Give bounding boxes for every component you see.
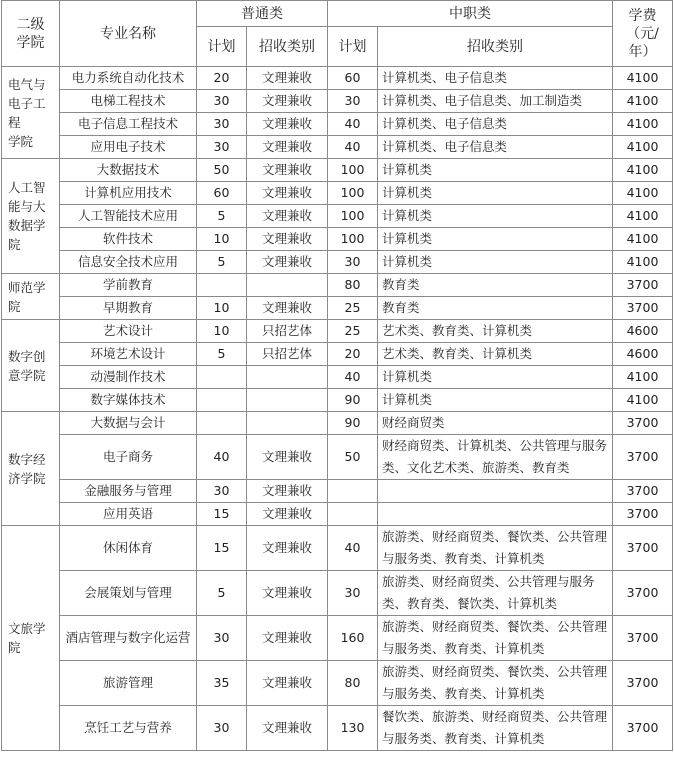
vocational-plan: 30: [328, 251, 378, 274]
major-name: 学前教育: [60, 274, 197, 297]
header-general-category: 招收类别: [247, 27, 328, 67]
general-plan: 5: [197, 571, 247, 616]
header-vocational-category: 招收类别: [378, 27, 613, 67]
table-row: [2, 389, 673, 412]
vocational-category: 财经商贸类: [378, 412, 613, 435]
major-name: 电力系统自动化技术: [60, 67, 197, 90]
vocational-plan: 90: [328, 389, 378, 412]
college-name: 人工智 能与大 数据学 院: [2, 159, 60, 274]
vocational-plan: 80: [328, 274, 378, 297]
vocational-plan: 25: [328, 297, 378, 320]
tuition-fee: 4100: [613, 182, 673, 205]
college-name: 数字创 意学院: [2, 320, 60, 412]
vocational-plan: 90: [328, 412, 378, 435]
vocational-plan: [328, 480, 378, 503]
general-category: 文理兼收: [247, 182, 328, 205]
table-row: [2, 343, 673, 366]
general-plan: 40: [197, 435, 247, 480]
vocational-plan: 130: [328, 706, 378, 751]
vocational-category: [378, 480, 613, 503]
vocational-plan: 100: [328, 228, 378, 251]
header-vocational-plan: 计划: [328, 27, 378, 67]
major-name: 艺术设计: [60, 320, 197, 343]
table-row: [2, 90, 673, 113]
general-plan: 15: [197, 503, 247, 526]
vocational-plan: 40: [328, 136, 378, 159]
vocational-category: 计算机类、电子信息类、加工制造类: [378, 90, 613, 113]
vocational-category: 教育类: [378, 274, 613, 297]
vocational-category: 计算机类: [378, 389, 613, 412]
table-row: [2, 159, 673, 182]
vocational-category: 旅游类、财经商贸类、餐饮类、公共管理与服务类、教育类、计算机类: [378, 616, 613, 661]
enrollment-plan-table: [1, 0, 673, 751]
major-name: 信息安全技术应用: [60, 251, 197, 274]
vocational-category: 艺术类、教育类、计算机类: [378, 320, 613, 343]
general-plan: 5: [197, 251, 247, 274]
college-name: 师范学 院: [2, 274, 60, 320]
table-row: [2, 412, 673, 435]
vocational-plan: [328, 503, 378, 526]
general-category: [247, 412, 328, 435]
vocational-plan: 100: [328, 159, 378, 182]
vocational-category: 旅游类、财经商贸类、餐饮类、公共管理与服务类、教育类、计算机类: [378, 526, 613, 571]
vocational-plan: 60: [328, 67, 378, 90]
tuition-fee: 3700: [613, 274, 673, 297]
general-plan: 10: [197, 297, 247, 320]
vocational-plan: 160: [328, 616, 378, 661]
vocational-category: 计算机类: [378, 159, 613, 182]
general-category: 文理兼收: [247, 205, 328, 228]
major-name: 大数据技术: [60, 159, 197, 182]
table-body: [2, 67, 673, 751]
tuition-fee: 4100: [613, 366, 673, 389]
general-plan: [197, 412, 247, 435]
general-plan: [197, 274, 247, 297]
general-category: 文理兼收: [247, 90, 328, 113]
vocational-category: 餐饮类、旅游类、财经商贸类、公共管理与服务类、教育类、计算机类: [378, 706, 613, 751]
tuition-fee: 3700: [613, 297, 673, 320]
table-row: [2, 661, 673, 706]
general-category: 文理兼收: [247, 67, 328, 90]
table-row: [2, 251, 673, 274]
general-category: 文理兼收: [247, 616, 328, 661]
major-name: 软件技术: [60, 228, 197, 251]
header-tuition: 学费 （元/ 年）: [613, 1, 673, 67]
tuition-fee: 4100: [613, 136, 673, 159]
general-plan: 5: [197, 343, 247, 366]
tuition-fee: 4100: [613, 113, 673, 136]
general-plan: 10: [197, 228, 247, 251]
vocational-category: 旅游类、财经商贸类、公共管理与服务类、教育类、餐饮类、计算机类: [378, 571, 613, 616]
general-plan: 30: [197, 90, 247, 113]
general-plan: 30: [197, 706, 247, 751]
vocational-category: [378, 503, 613, 526]
major-name: 休闲体育: [60, 526, 197, 571]
vocational-category: 计算机类: [378, 182, 613, 205]
vocational-category: 计算机类: [378, 366, 613, 389]
tuition-fee: 3700: [613, 480, 673, 503]
general-category: 文理兼收: [247, 435, 328, 480]
table-row: [2, 67, 673, 90]
table-row: [2, 320, 673, 343]
general-category: [247, 366, 328, 389]
major-name: 动漫制作技术: [60, 366, 197, 389]
tuition-fee: 3700: [613, 435, 673, 480]
general-plan: 30: [197, 480, 247, 503]
tuition-fee: 4100: [613, 389, 673, 412]
tuition-fee: 3700: [613, 661, 673, 706]
vocational-category: 财经商贸类、计算机类、公共管理与服务类、文化艺术类、旅游类、教育类: [378, 435, 613, 480]
college-name: 文旅学 院: [2, 526, 60, 751]
general-plan: 30: [197, 113, 247, 136]
table-row: [2, 228, 673, 251]
major-name: 应用英语: [60, 503, 197, 526]
vocational-plan: 100: [328, 182, 378, 205]
major-name: 电梯工程技术: [60, 90, 197, 113]
general-plan: 10: [197, 320, 247, 343]
vocational-plan: 40: [328, 526, 378, 571]
tuition-fee: 4100: [613, 228, 673, 251]
general-category: 文理兼收: [247, 251, 328, 274]
general-plan: [197, 366, 247, 389]
header-general: 普通类: [197, 1, 328, 27]
table-row: [2, 274, 673, 297]
general-plan: 5: [197, 205, 247, 228]
table-row: [2, 435, 673, 480]
general-category: 文理兼收: [247, 159, 328, 182]
general-category: 文理兼收: [247, 480, 328, 503]
vocational-plan: 30: [328, 90, 378, 113]
general-category: 只招艺体: [247, 320, 328, 343]
general-plan: 30: [197, 616, 247, 661]
major-name: 电子商务: [60, 435, 197, 480]
general-category: 只招艺体: [247, 343, 328, 366]
tuition-fee: 4100: [613, 159, 673, 182]
tuition-fee: 3700: [613, 616, 673, 661]
tuition-fee: 4100: [613, 205, 673, 228]
table-row: [2, 480, 673, 503]
vocational-plan: 25: [328, 320, 378, 343]
general-category: [247, 274, 328, 297]
major-name: 计算机应用技术: [60, 182, 197, 205]
vocational-category: 计算机类: [378, 205, 613, 228]
general-plan: [197, 389, 247, 412]
vocational-plan: 40: [328, 113, 378, 136]
major-name: 电子信息工程技术: [60, 113, 197, 136]
tuition-fee: 4100: [613, 90, 673, 113]
vocational-category: 教育类: [378, 297, 613, 320]
vocational-plan: 100: [328, 205, 378, 228]
major-name: 酒店管理与数字化运营: [60, 616, 197, 661]
vocational-category: 计算机类、电子信息类: [378, 67, 613, 90]
table-row: [2, 205, 673, 228]
major-name: 环境艺术设计: [60, 343, 197, 366]
tuition-fee: 4600: [613, 320, 673, 343]
major-name: 早期教育: [60, 297, 197, 320]
general-plan: 50: [197, 159, 247, 182]
tuition-fee: 3700: [613, 503, 673, 526]
major-name: 金融服务与管理: [60, 480, 197, 503]
major-name: 人工智能技术应用: [60, 205, 197, 228]
vocational-plan: 20: [328, 343, 378, 366]
table-row: [2, 616, 673, 661]
general-category: 文理兼收: [247, 661, 328, 706]
general-plan: 30: [197, 136, 247, 159]
table-row: [2, 706, 673, 751]
general-category: 文理兼收: [247, 136, 328, 159]
vocational-plan: 30: [328, 571, 378, 616]
tuition-fee: 3700: [613, 571, 673, 616]
table-row: [2, 526, 673, 571]
table-row: [2, 297, 673, 320]
vocational-plan: 80: [328, 661, 378, 706]
tuition-fee: 3700: [613, 412, 673, 435]
vocational-category: 计算机类、电子信息类: [378, 113, 613, 136]
major-name: 应用电子技术: [60, 136, 197, 159]
vocational-category: 计算机类、电子信息类: [378, 136, 613, 159]
general-category: 文理兼收: [247, 228, 328, 251]
general-plan: 60: [197, 182, 247, 205]
general-category: 文理兼收: [247, 503, 328, 526]
table-row: [2, 182, 673, 205]
general-category: [247, 389, 328, 412]
college-name: 数字经 济学院: [2, 412, 60, 526]
header-general-plan: 计划: [197, 27, 247, 67]
vocational-category: 艺术类、教育类、计算机类: [378, 343, 613, 366]
major-name: 数字媒体技术: [60, 389, 197, 412]
table-row: [2, 113, 673, 136]
table-row: [2, 366, 673, 389]
general-category: 文理兼收: [247, 297, 328, 320]
tuition-fee: 3700: [613, 706, 673, 751]
vocational-category: 旅游类、财经商贸类、餐饮类、公共管理与服务类、教育类、计算机类: [378, 661, 613, 706]
table-row: [2, 503, 673, 526]
general-category: 文理兼收: [247, 571, 328, 616]
vocational-category: 计算机类: [378, 251, 613, 274]
general-plan: 20: [197, 67, 247, 90]
tuition-fee: 4600: [613, 343, 673, 366]
tuition-fee: 4100: [613, 67, 673, 90]
college-name: 电气与 电子工程 学院: [2, 67, 60, 159]
table-row: [2, 136, 673, 159]
general-category: 文理兼收: [247, 113, 328, 136]
major-name: 大数据与会计: [60, 412, 197, 435]
major-name: 会展策划与管理: [60, 571, 197, 616]
general-category: 文理兼收: [247, 526, 328, 571]
header-vocational: 中职类: [328, 1, 613, 27]
tuition-fee: 3700: [613, 526, 673, 571]
major-name: 烹饪工艺与营养: [60, 706, 197, 751]
tuition-fee: 4100: [613, 251, 673, 274]
general-category: 文理兼收: [247, 706, 328, 751]
general-plan: 15: [197, 526, 247, 571]
vocational-category: 计算机类: [378, 228, 613, 251]
vocational-plan: 40: [328, 366, 378, 389]
header-major: 专业名称: [60, 1, 197, 67]
table-row: [2, 571, 673, 616]
vocational-plan: 50: [328, 435, 378, 480]
major-name: 旅游管理: [60, 661, 197, 706]
general-plan: 35: [197, 661, 247, 706]
header-college: 二级 学院: [2, 1, 60, 67]
